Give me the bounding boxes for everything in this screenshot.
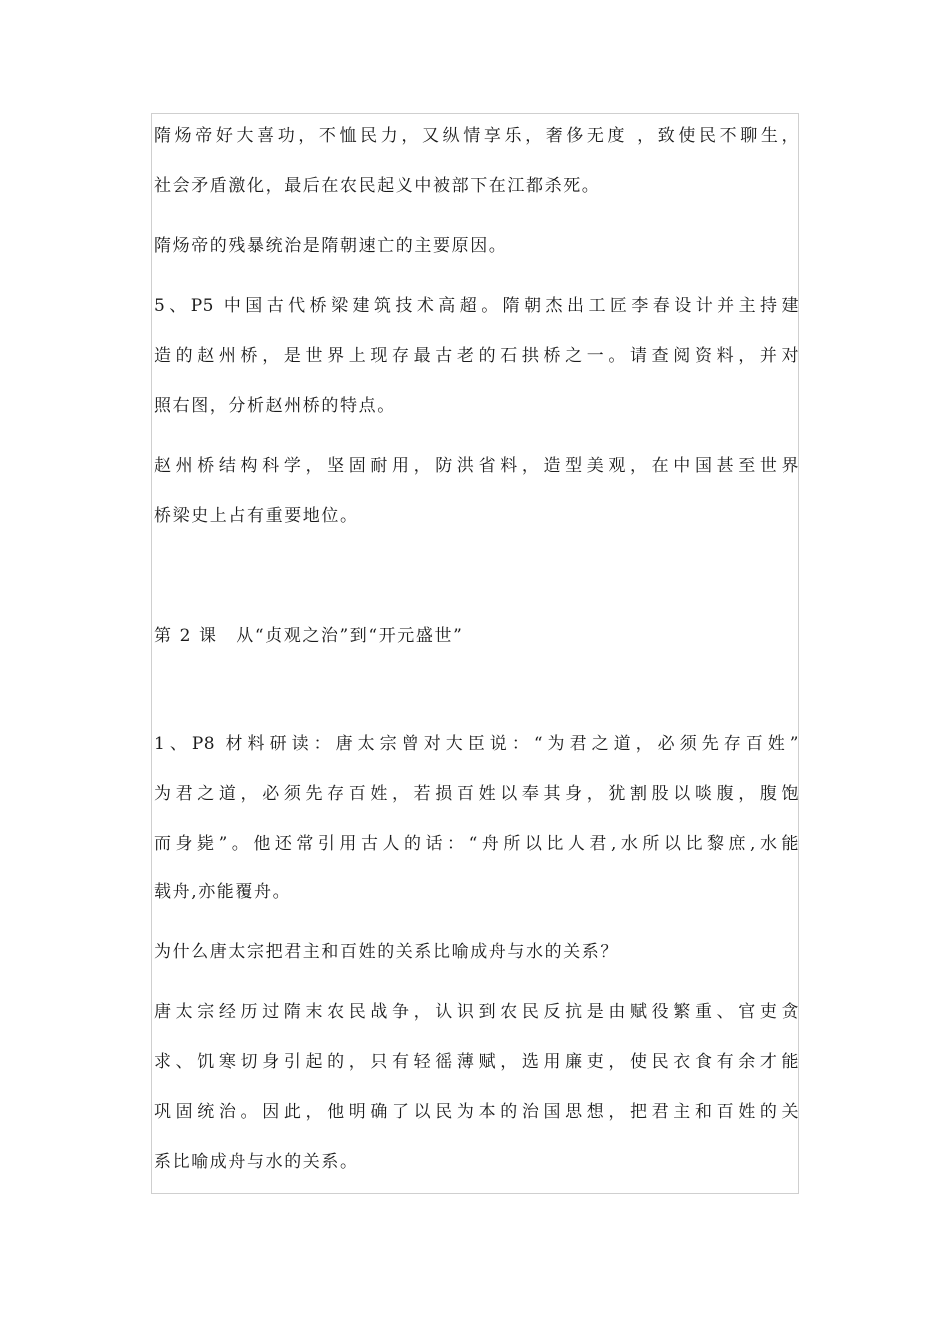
text-line: 唐太宗经历过隋末农民战争，认识到农民反抗是由赋役繁重、官吏贪 [154, 1002, 799, 1022]
text-line: 求、饥寒切身引起的，只有轻徭薄赋，选用廉吏，使民衣食有余才能 [154, 1052, 799, 1072]
text-line: 社会矛盾激化，最后在农民起义中被部下在江都杀死。 [154, 176, 601, 196]
text-line: 为君之道，必须先存百姓，若损百姓以奉其身，犹割股以啖腹，腹饱 [154, 784, 799, 804]
text-line: 5、P5 中国古代桥梁建筑技术高超。隋朝杰出工匠李春设计并主持建 [154, 296, 799, 316]
text-line: 造的赵州桥，是世界上现存最古老的石拱桥之一。请查阅资料，并对 [154, 346, 799, 366]
text-line: 隋炀帝的残暴统治是隋朝速亡的主要原因。 [154, 236, 508, 256]
page-frame [151, 113, 799, 1194]
text-line: 巩固统治。因此，他明确了以民为本的治国思想，把君主和百姓的关 [154, 1102, 799, 1122]
text-line: 赵州桥结构科学，坚固耐用，防洪省料，造型美观，在中国甚至世界 [154, 456, 799, 476]
text-line: 而身毙”。他还常引用古人的话：“舟所以比人君,水所以比黎庶,水能 [154, 834, 799, 854]
text-line: 系比喻成舟与水的关系。 [154, 1152, 359, 1172]
text-line: 载舟,亦能覆舟。 [154, 882, 292, 902]
text-line: 照右图，分析赵州桥的特点。 [154, 396, 396, 416]
text-line: 1、P8 材料研读：唐太宗曾对大臣说：“为君之道，必须先存百姓” [154, 734, 799, 754]
text-line: 隋炀帝好大喜功，不恤民力，又纵情享乐，奢侈无度 ，致使民不聊生， [154, 126, 799, 146]
text-line: 桥梁史上占有重要地位。 [154, 506, 359, 526]
question-line: 为什么唐太宗把君主和百姓的关系比喻成舟与水的关系？ [154, 942, 619, 962]
lesson-heading: 第 2 课 从“贞观之治”到“开元盛世” [154, 626, 464, 646]
